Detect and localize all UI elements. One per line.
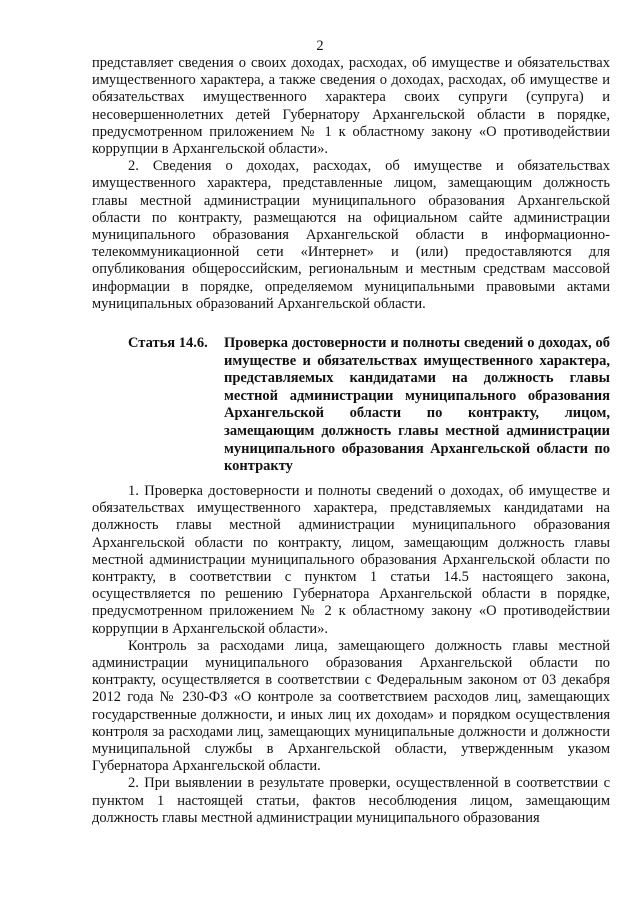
article-paragraph: Контроль за расходами лица, замещающего должность главы местной администрации муниципального образования Архангельской области по контракту, осуществляется в соответствии с Федеральным законом от 03 декабря 2012 года № 230-ФЗ «О контроле за соответствием расходов лиц, замещающих государственные должности, и иных лиц их доходам» и порядком осуществления контроля за расходами лиц, замещающих муниципальные должности и должности муниципальной службы в Архангельской области, утвержденным указом Губернатора Архангельской области.	[92, 637, 610, 775]
text-block-top	[92, 55, 610, 313]
continuation-paragraph: представляет сведения о своих доходах, расходах, об имуществе и обязательствах имущественного характера, а также сведения о доходах, расходах, об имуществе и обязательствах имущественного характера своих супруги (супруга) и несовершеннолетних детей Губернатору Архангельской области в порядке, предусмотренном приложением № 1 к областному закону «О противодействии коррупции в Архангельской области».	[92, 55, 610, 158]
paragraph-2: 2. Сведения о доходах, расходах, об имуществе и обязательствах имущественного характера, представленные лицом, замещающим должность главы местной администрации муниципального образования Архангельской области по контракту, размещаются на официальном сайте администрации муниципального образования Архангельской области в информационно-телекоммуникационной сети «Интернет» и (или) предоставляются для опубликования общероссийским, региональным и местным средствам массовой информации в порядке, определяемом муниципальными правовыми актами муниципальных образований Архангельской области.	[92, 158, 610, 312]
page-number: 2	[316, 38, 324, 54]
text-block-article	[92, 483, 610, 827]
article-paragraph: 1. Проверка достоверности и полноты сведений о доходах, об имуществе и обязательствах имущественного характера, представляемых кандидатами на должность главы местной администрации муниципального образования Архангельской области по контракту, лицом, замещающим должность главы местной администрации муниципального образования Архангельской области по контракту, в соответствии с пунктом 1 статьи 14.5 настоящего закона, осуществляется по решению Губернатора Архангельской области в порядке, предусмотренном приложением № 2 к областному закону «О противодействии коррупции в Архангельской области».	[92, 483, 610, 637]
article-label: Статья 14.6.	[128, 335, 208, 351]
article-title: Проверка достоверности и полноты сведений о доходах, об имуществе и обязательствах имущественного характера, представляемых кандидатами на должность главы местной администрации муниципального образования Архангельской области по контракту, лицом, замещающим должность главы местной администрации муниципального образования Архангельской области по контракту	[224, 335, 610, 475]
article-paragraph: 2. При выявлении в результате проверки, осуществленной в соответствии с пунктом 1 настоящей статьи, фактов несоблюдения лицом, замещающим должность главы местной администрации муниципального образования	[92, 775, 610, 826]
